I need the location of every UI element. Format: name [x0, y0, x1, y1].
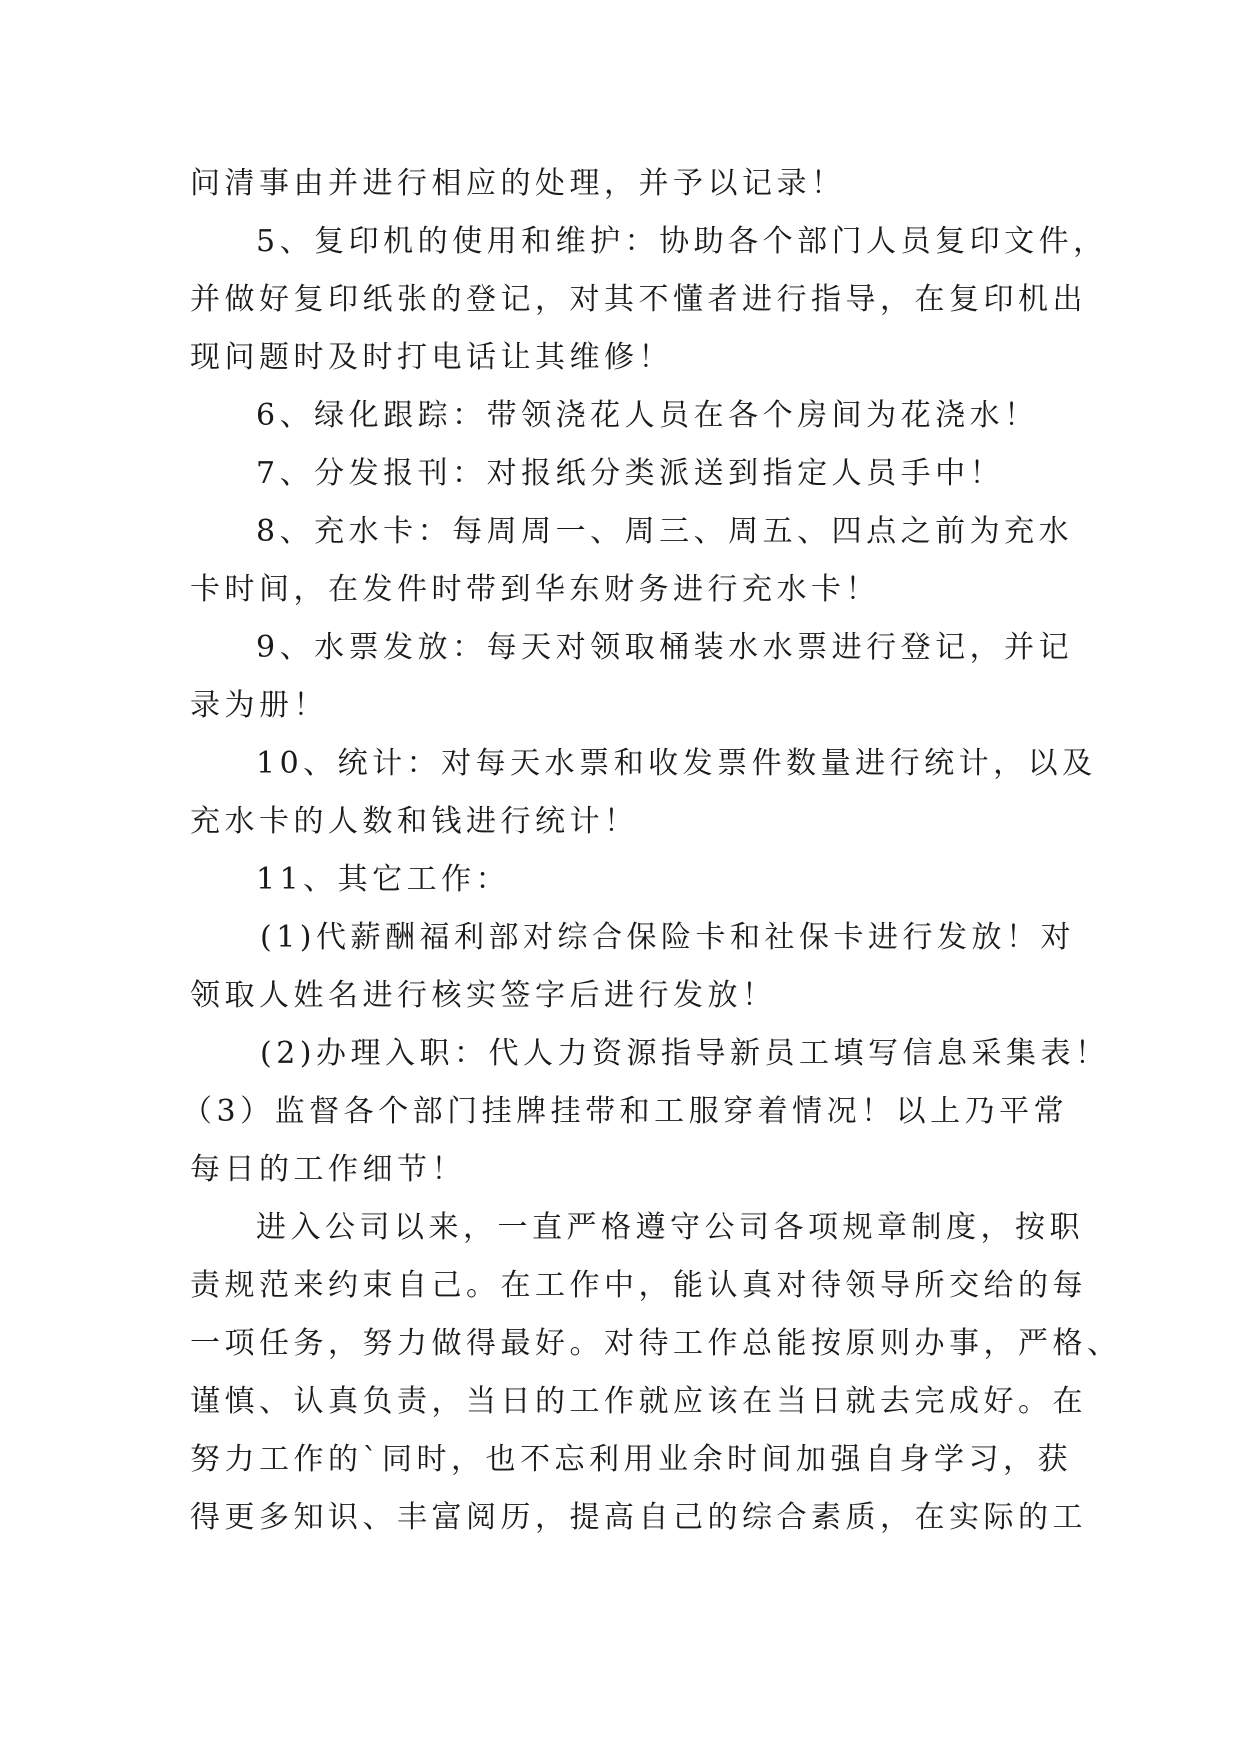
text-line: (1)代薪酬福利部对综合保险卡和社保卡进行发放！对 [260, 920, 1075, 955]
text-line: 11、其它工作： [256, 862, 511, 897]
text-line: 并做好复印纸张的登记，对其不懂者进行指导，在复印机出 [190, 282, 1087, 317]
text-line: 努力工作的`同时，也不忘利用业余时间加强自身学习，获 [190, 1442, 1072, 1477]
text-line: 7、分发报刊：对报纸分类派送到指定人员手中！ [256, 456, 1005, 491]
text-line: 责规范来约束自己。在工作中，能认真对待领导所交给的每 [190, 1268, 1087, 1303]
text-line: 问清事由并进行相应的处理，并予以记录！ [190, 166, 846, 201]
text-line: 卡时间，在发件时带到华东财务进行充水卡！ [190, 572, 880, 607]
text-line: （3）监督各个部门挂牌挂带和工服穿着情况！以上乃平常 [182, 1094, 1069, 1129]
text-line: 9、水票发放：每天对领取桶装水水票进行登记，并记 [256, 630, 1074, 665]
text-line: 谨慎、认真负责，当日的工作就应该在当日就去完成好。在 [190, 1384, 1087, 1419]
text-line: 每日的工作细节！ [190, 1152, 466, 1187]
text-line: 领取人姓名进行核实签字后进行发放！ [190, 978, 777, 1013]
text-line: 进入公司以来，一直严格遵守公司各项规章制度，按职 [256, 1210, 1084, 1245]
text-line: 录为册！ [190, 688, 328, 723]
text-line: (2)办理入职：代人力资源指导新员工填写信息采集表！ [260, 1036, 1110, 1071]
text-line: 一项任务，努力做得最好。对待工作总能按原则办事，严格、 [190, 1326, 1122, 1361]
body-text [182, 155, 1122, 1547]
text-line: 6、绿化跟踪：带领浇花人员在各个房间为花浇水！ [256, 398, 1039, 433]
text-line: 8、充水卡：每周周一、周三、周五、四点之前为充水 [256, 514, 1074, 549]
text-line: 得更多知识、丰富阅历，提高自己的综合素质，在实际的工 [190, 1500, 1087, 1535]
text-line: 现问题时及时打电话让其维修！ [190, 340, 673, 375]
text-line: 10、统计：对每天水票和收发票件数量进行统计，以及 [256, 746, 1097, 781]
text-line: 充水卡的人数和钱进行统计！ [190, 804, 639, 839]
text-line: 5、复印机的使用和维护：协助各个部门人员复印文件， [256, 224, 1108, 259]
